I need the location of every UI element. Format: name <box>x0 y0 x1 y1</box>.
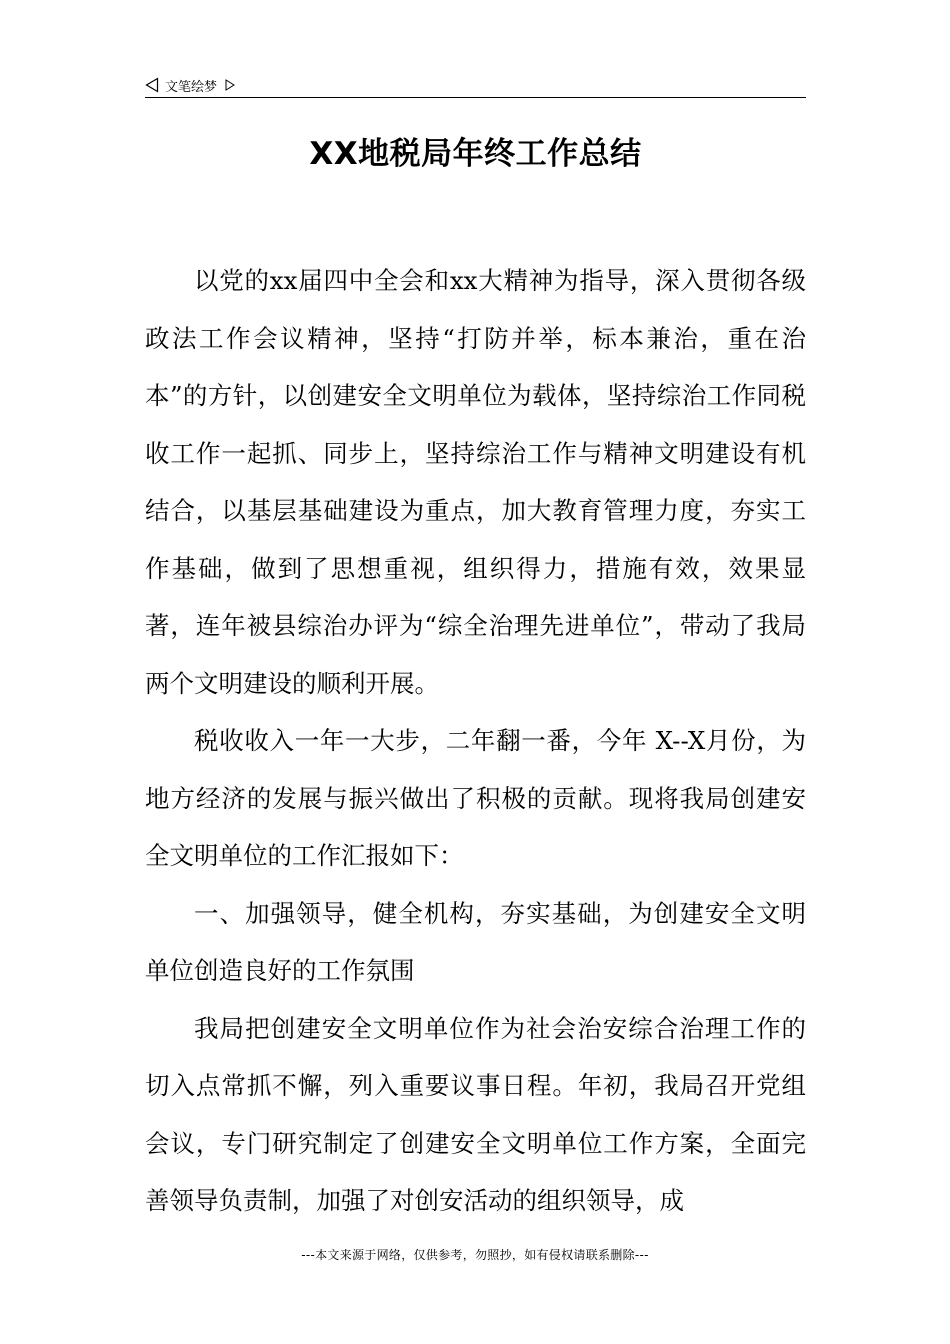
paragraph: 以党的xx届四中全会和xx大精神为指导，深入贯彻各级政法工作会议精神，坚持“打防并举，标本兼治，重在治本”的方针，以创建安全文明单位为载体，坚持综治工作同税收工作一起抓、同步上，坚持综治工作与精神文明建设有机结合，以基层基础建设为重点，加大教育管理力度，夯实工作基础，做到了思想重视，组织得力，措施有效，效果显著，连年被县综治办评为“综全治理先进单位”，带动了我局两个文明建设的顺利开展。 <box>145 266 806 698</box>
page-header <box>145 74 235 96</box>
footer-disclaimer: ---本文来源于网络，仅供参考，勿照抄，如有侵权请联系删除--- <box>301 1248 649 1262</box>
document-title: XX地税局年终工作总结 <box>309 136 642 172</box>
left-triangle-icon <box>145 77 159 93</box>
paragraph: 我局把创建安全文明单位作为社会治安综合治理工作的切入点常抓不懈，列入重要议事日程。年初，我局召开党组会议，专门研究制定了创建安全文明单位工作方案，全面完善领导负责制，加强了对创安活动的组织领导，成 <box>145 1013 806 1215</box>
paragraph: 税收收入一年一大步，二年翻一番，今年 X--X月份，为地方经济的发展与振兴做出了积极的贡献。现将我局创建安全文明单位的工作汇报如下： <box>145 726 806 870</box>
document-body <box>145 252 806 1230</box>
section-heading: 一、加强领导，健全机构，夯实基础，为创建安全文明单位创造良好的工作氛围 <box>145 898 806 985</box>
right-triangle-icon <box>225 79 235 91</box>
header-divider <box>145 97 806 98</box>
header-label: 文笔绘梦 <box>165 79 218 95</box>
